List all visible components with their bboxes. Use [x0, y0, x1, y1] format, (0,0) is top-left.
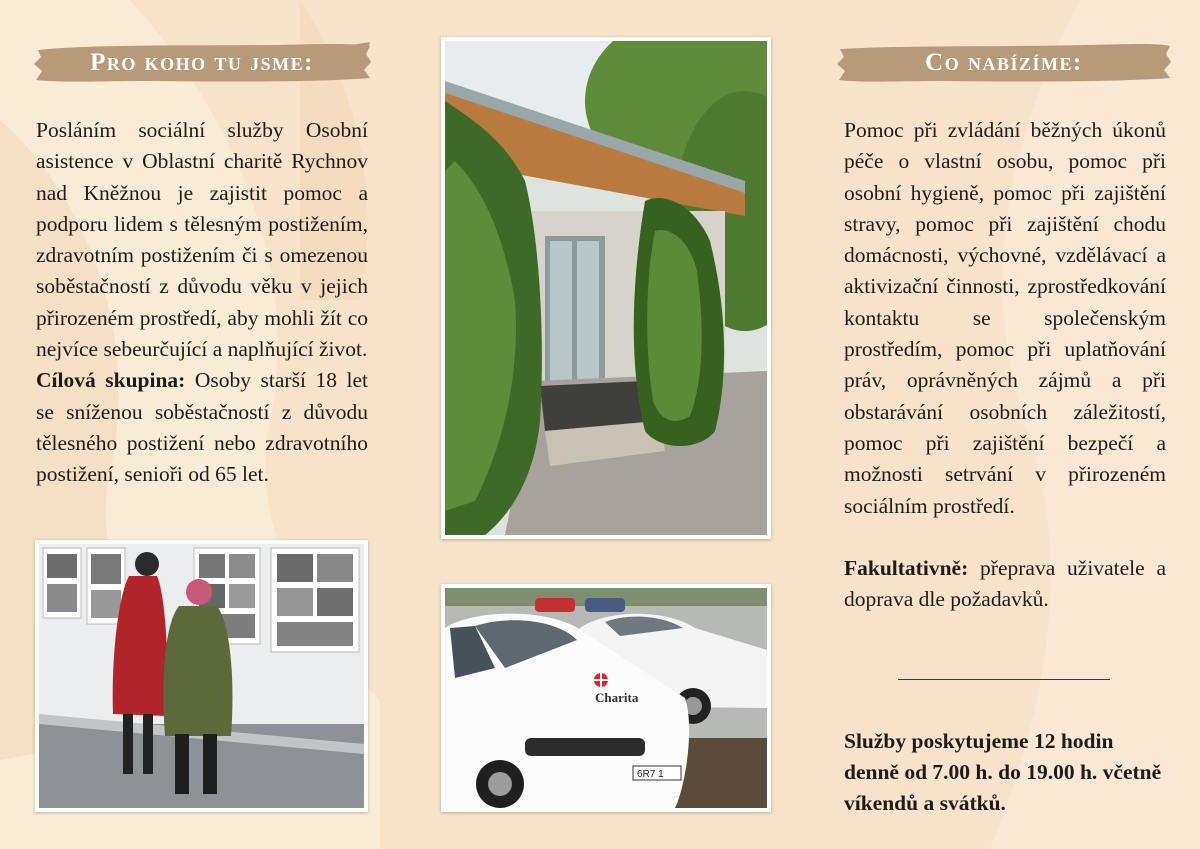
photo-building-entrance [441, 37, 771, 539]
optional-label: Fakultativně: [844, 555, 969, 580]
right-heading: Co nabízíme: [925, 49, 1083, 76]
target-group-label: Cílová skupina: [36, 368, 186, 393]
photo-charita-cars [441, 584, 771, 812]
optional-text: přeprava uživatele a doprava dle požadavků. [844, 555, 1166, 612]
optional-paragraph [844, 553, 1166, 616]
charita-logo-icon [594, 673, 608, 687]
left-text-column [36, 115, 368, 491]
divider-line [898, 679, 1110, 680]
right-heading-banner [836, 40, 1172, 86]
mission-paragraph: Posláním sociální služby Osobní asistence v Oblastní charitě Rychnov nad Kněžnou je zajistit pomoc a podporu lidem s tělesným postižením, zdravotním postižením či s omezenou soběstačností z důvodu věku v jejich přirozeném prostředí, aby mohli žít co nejvíce sebeurčující a naplňující život. [36, 118, 368, 362]
left-heading: Pro koho tu jsme: [90, 49, 314, 76]
target-group-paragraph [36, 365, 368, 490]
offer-paragraph: Pomoc při zvládání běžných úkonů péče o vlastní osobu, pomoc při osobní hygieně, pomoc při zajištění stravy, pomoc při zajištění chodu domácnosti, výchovné, vzdělávací a aktivizační činnosti, zprostředkování kontaktu se společenským prostředím, pomoc při uplatňování práv, oprávněných zájmů a při obstarávání osobních záležitostí, pomoc při zajištění bezpečí a možnosti setrvání v přirozeném sociálním prostředí. [844, 118, 1166, 518]
license-plate: 6R7 1 [637, 769, 664, 780]
right-text-column [844, 115, 1166, 615]
service-hours: Služby poskytujeme 12 hodin denně od 7.00 h. do 19.00 h. včetně víkendů a svátků. [844, 729, 1162, 815]
left-heading-banner [32, 40, 372, 86]
target-group-text: Osoby starší 18 let se sníženou soběstačností z důvodu tělesného postižení nebo zdravotního postižení, senioři od 65 let. [36, 368, 368, 487]
photo-gallery-visitors [35, 540, 368, 812]
charita-logo-text: Charita [595, 690, 639, 705]
